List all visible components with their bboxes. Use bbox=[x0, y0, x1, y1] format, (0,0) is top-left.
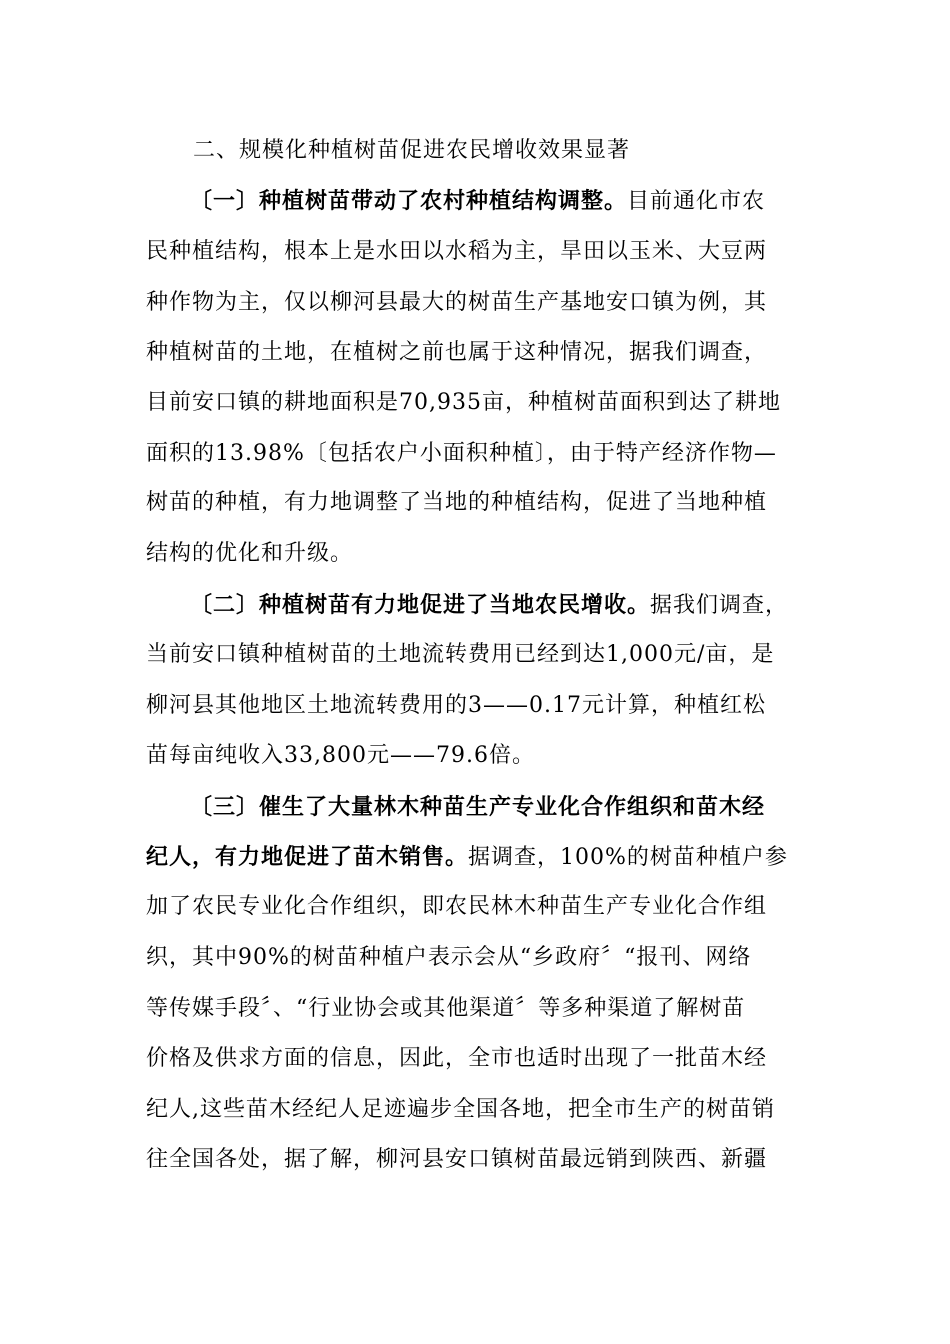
paragraph-line: 面积的13.98%〔包括农户小面积种植〕，由于特产经济作物— bbox=[146, 441, 777, 466]
paragraph-line: 种作物为主，仅以柳河县最大的树苗生产基地安口镇为例，其 bbox=[146, 290, 768, 315]
paragraph-line bbox=[190, 591, 788, 620]
paragraph-line: 民种植结构，根本上是水田以水稻为主，旱田以玉米、大豆两 bbox=[146, 239, 768, 264]
paragraph-line: 往全国各处，据了解，柳河县安口镇树苗最远销到陕西、新疆 bbox=[146, 1147, 768, 1172]
paragraph-text: 目前通化市农 bbox=[627, 189, 766, 214]
subsection-title: 〔一〕种植树苗带动了农村种植结构调整。 bbox=[190, 188, 628, 214]
paragraph-line bbox=[190, 793, 765, 822]
paragraph-line: 价格及供求方面的信息，因此，全市也适时出现了一批苗木经 bbox=[146, 1046, 768, 1071]
paragraph-text: 据我们调查， bbox=[650, 593, 789, 618]
paragraph-line: 目前安口镇的耕地面积是70,935亩，种植树苗面积到达了耕地 bbox=[146, 390, 781, 415]
paragraph-line bbox=[190, 187, 765, 216]
subsection-title: 纪人，有力地促进了苗木销售。 bbox=[146, 844, 469, 870]
paragraph-line: 树苗的种植，有力地调整了当地的种植结构，促进了当地种植 bbox=[146, 490, 768, 515]
paragraph-line: 苗每亩纯收入33,800元——79.6倍。 bbox=[146, 743, 535, 768]
paragraph-line: 结构的优化和升级。 bbox=[146, 541, 354, 566]
subsection-title: 〔二〕种植树苗有力地促进了当地农民增收。 bbox=[190, 592, 651, 618]
paragraph-line: 种植树苗的土地，在植树之前也属于这种情况，据我们调查， bbox=[146, 340, 768, 365]
paragraph-line: 加了农民专业化合作组织，即农民林木种苗生产专业化合作组 bbox=[146, 894, 768, 919]
subsection-title: 〔三〕催生了大量林木种苗生产专业化合作组织和苗木经 bbox=[190, 794, 766, 820]
paragraph-line bbox=[146, 843, 788, 872]
paragraph-line: 柳河县其他地区土地流转费用的3——0.17元计算，种植红松 bbox=[146, 693, 766, 718]
paragraph-text: 据调查，100%的树苗种植户参 bbox=[468, 845, 788, 870]
paragraph-line: 织，其中90%的树苗种植户表示会从“乡政府〞“报刊、网络 bbox=[146, 945, 752, 970]
paragraph-line: 当前安口镇种植树苗的土地流转费用已经到达1,000元/亩，是 bbox=[146, 642, 775, 667]
paragraph-line: 纪人,这些苗木经纪人足迹遍步全国各地，把全市生产的树苗销 bbox=[146, 1097, 775, 1122]
section-heading: 二、规模化种植树苗促进农民增收效果显著 bbox=[193, 138, 631, 163]
paragraph-line: 等传媒手段〞、“行业协会或其他渠道〞等多种渠道了解树苗 bbox=[146, 996, 746, 1021]
